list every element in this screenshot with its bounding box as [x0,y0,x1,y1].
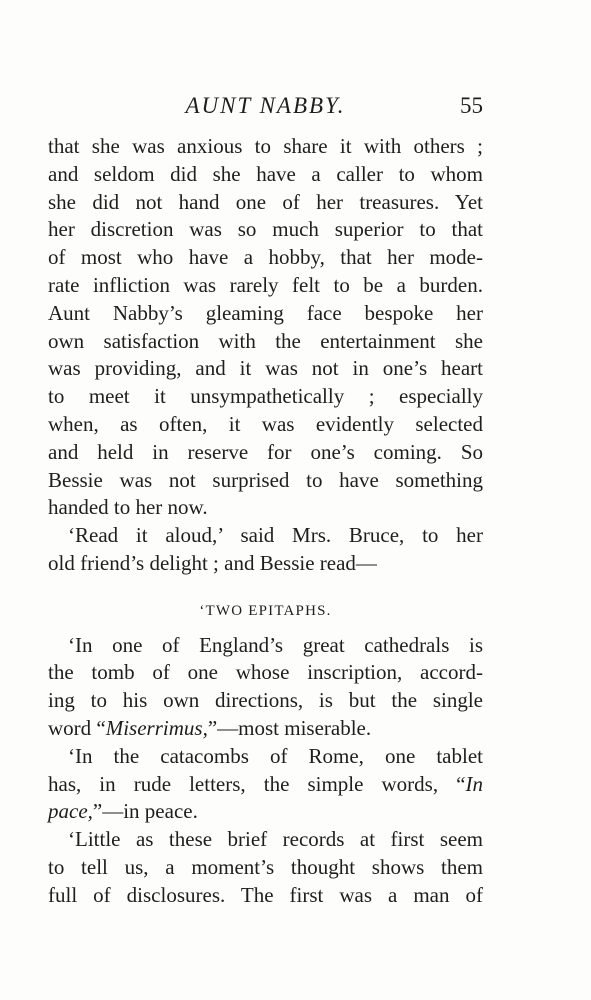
running-head [48,90,483,122]
text-line: when, as often, it was evidently selected [48,411,483,436]
text-line: own satisfaction with the entertainment she [48,328,483,353]
paragraph-4 [48,743,483,826]
text-line: to meet it unsympathetically ; especially [48,384,483,409]
text-line: her discretion was so much superior to that [48,217,483,242]
text-line: Aunt Nabby’s gleaming face bespoke her [48,300,483,325]
text-line: rate infliction was rarely felt to be a burden. [48,272,483,297]
text-line [48,715,483,743]
text-line: of most who have a hobby, that her mode- [48,245,483,270]
text-line: Bessie was not surprised to have something [48,467,483,492]
text-line: ‘Read it aloud,’ said Mrs. Bruce, to her [68,523,483,548]
text-line [48,798,483,826]
text-line [48,771,483,799]
text-line: was providing, and it was not in one’s heart [48,356,483,381]
text-span: word “ [48,715,106,740]
paragraph-1 [48,133,483,522]
text-line: ing to his own directions, is but the single [48,688,483,713]
section-heading: ‘TWO EPITAPHS. [199,602,332,619]
text-span: ”—in peace. [92,799,198,824]
text-line: ‘Little as these brief records at first seem [68,827,483,852]
text-line: to tell us, a moment’s thought shows them [48,854,483,879]
body-text [48,133,483,910]
text-line: she did not hand one of her treasures. Yet [48,189,483,214]
text-line: full of disclosures. The first was a man of [48,882,483,907]
text-line: ‘In the catacombs of Rome, one tablet [68,743,483,768]
running-title: AUNT NABBY. [185,93,346,118]
text-line: ‘In one of England’s great cathedrals is [68,632,483,657]
text-line: old friend’s delight ; and Bessie read— [48,550,377,575]
text-line: the tomb of one whose inscription, accord- [48,660,483,685]
text-line: that she was anxious to share it with others ; [48,134,483,158]
page-number: 55 [460,93,483,118]
text-line: handed to her now. [48,495,208,520]
text-line: and seldom did she have a caller to whom [48,161,483,186]
paragraph-5 [48,826,483,909]
italic-word: pace, [48,799,93,824]
text-line: and held in reserve for one’s coming. So [48,439,483,464]
paragraph-3 [48,632,483,743]
italic-word: Miserrimus, [105,715,208,740]
paragraph-2 [48,522,483,578]
text-span: ”—most miserable. [207,715,372,740]
text-span: has, in rude letters, the simple words, “ [48,771,466,796]
italic-word: In [465,771,483,796]
